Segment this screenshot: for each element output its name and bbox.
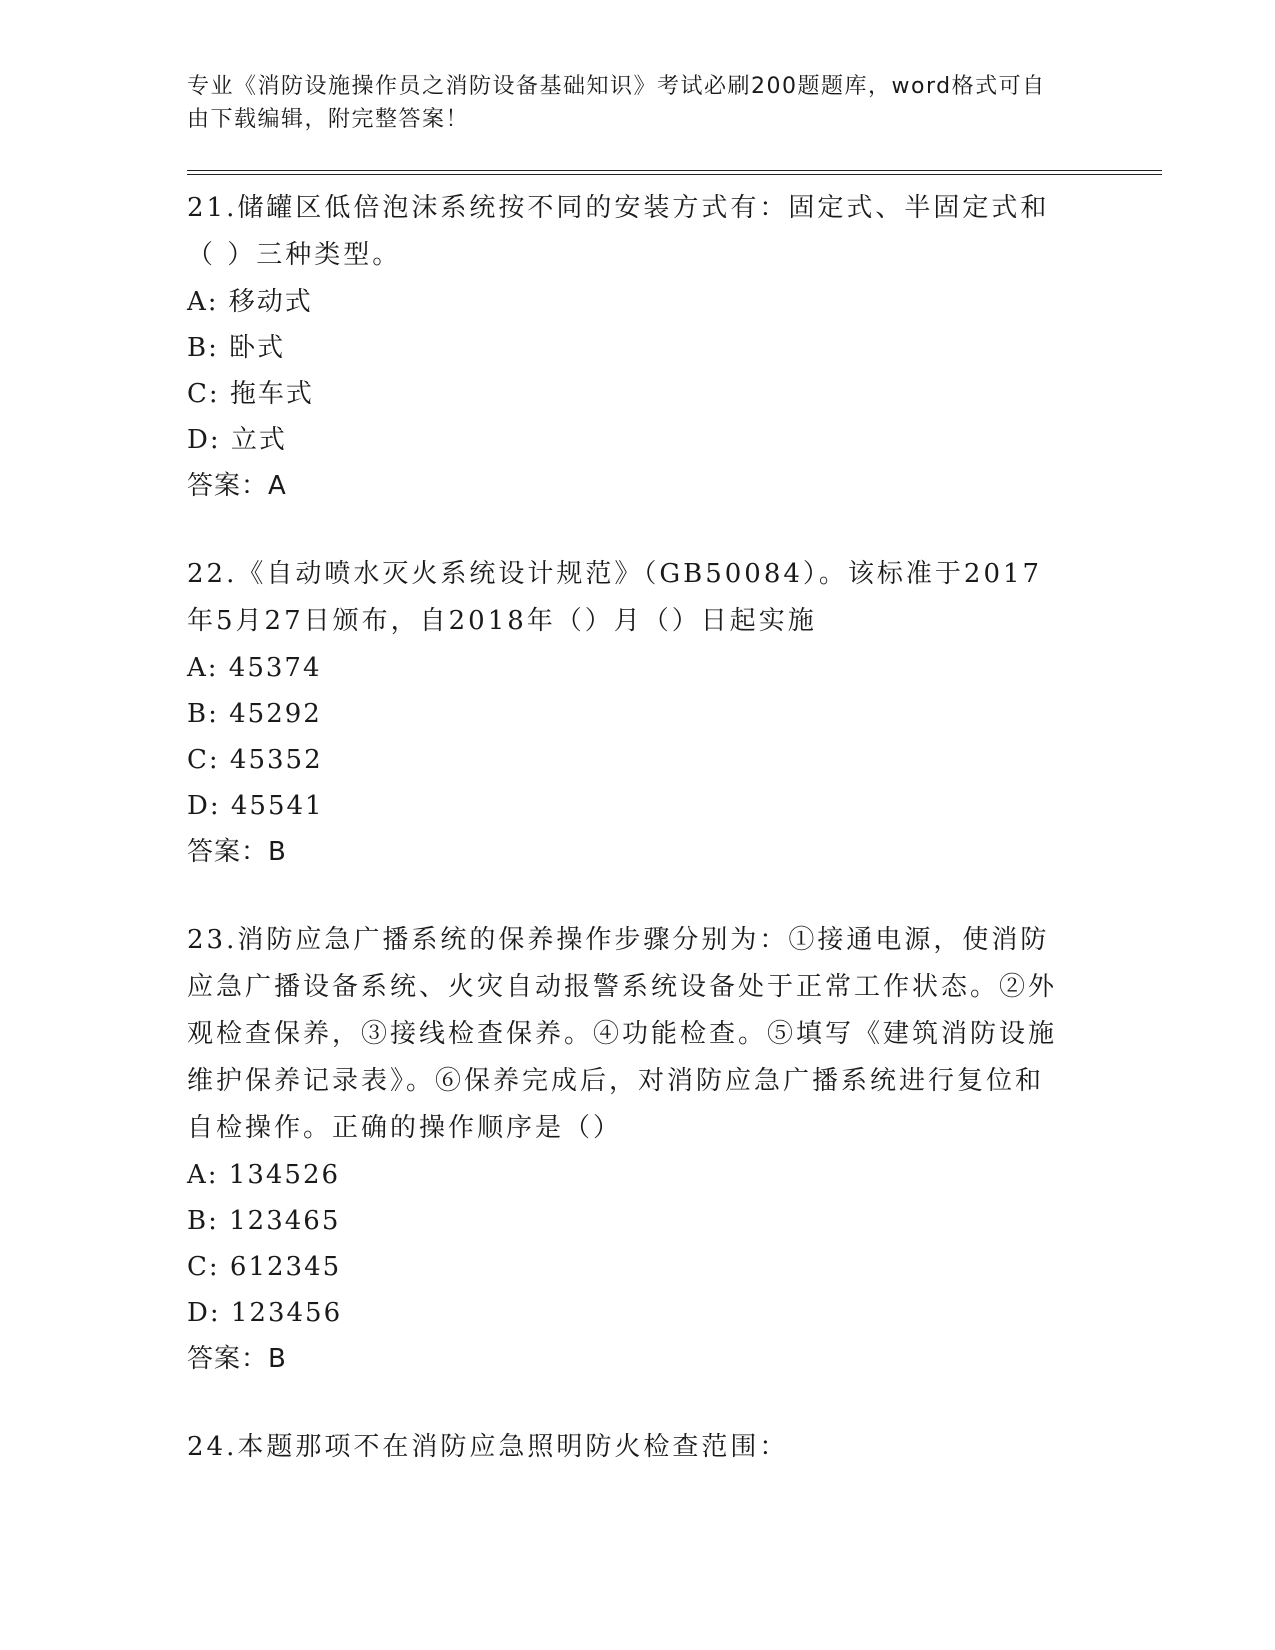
option-a: A: 134526 [187,1160,341,1190]
question-23 [187,917,1162,1382]
question-24 [187,1424,1162,1471]
option-a: A: 45374 [187,653,322,683]
answer-line: 答案：A [187,471,287,501]
document-header: 专业《消防设施操作员之消防设备基础知识》考试必刷200题题库，word格式可自由下载编辑，附完整答案！ [187,74,1046,132]
option-b: B: 45292 [187,699,322,729]
answer-line: 答案：B [187,1344,287,1374]
option-d: D: 45541 [187,791,324,821]
option-b: B: 卧式 [187,333,286,363]
answer-line: 答案：B [187,837,287,867]
question-text: 24.本题那项不在消防应急照明防火检查范围： [187,1432,789,1462]
option-d: D: 123456 [187,1298,343,1328]
question-text: 21.储罐区低倍泡沫系统按不同的安装方式有：固定式、半固定式和（ ）三种类型。 [187,193,1050,270]
header-divider [187,170,1162,175]
option-a: A: 移动式 [187,287,313,317]
option-c: C: 拖车式 [187,379,314,409]
spacer [187,875,1162,917]
question-text: 23.消防应急广播系统的保养操作步骤分别为：①接通电源，使消防应急广播设备系统、火灾自动报警系统设备处于正常工作状态。②外观检查保养，③接线检查保养。④功能检查。⑤填写《建筑消防设施维护保养记录表》。⑥保养完成后，对消防应急广播系统进行复位和自检操作。正确的操作顺序是（） [187,925,1058,1143]
option-b: B: 123465 [187,1206,341,1236]
question-21 [187,185,1162,509]
option-c: C: 612345 [187,1252,342,1282]
spacer [187,1382,1162,1424]
spacer [187,509,1162,551]
option-c: C: 45352 [187,745,323,775]
document-page [187,70,1162,1471]
question-22 [187,551,1162,875]
option-d: D: 立式 [187,425,287,455]
question-text: 22.《自动喷水灭火系统设计规范》（GB50084）。该标准于2017年5月27日颁布，自2018年（）月（）日起实施 [187,559,1043,636]
